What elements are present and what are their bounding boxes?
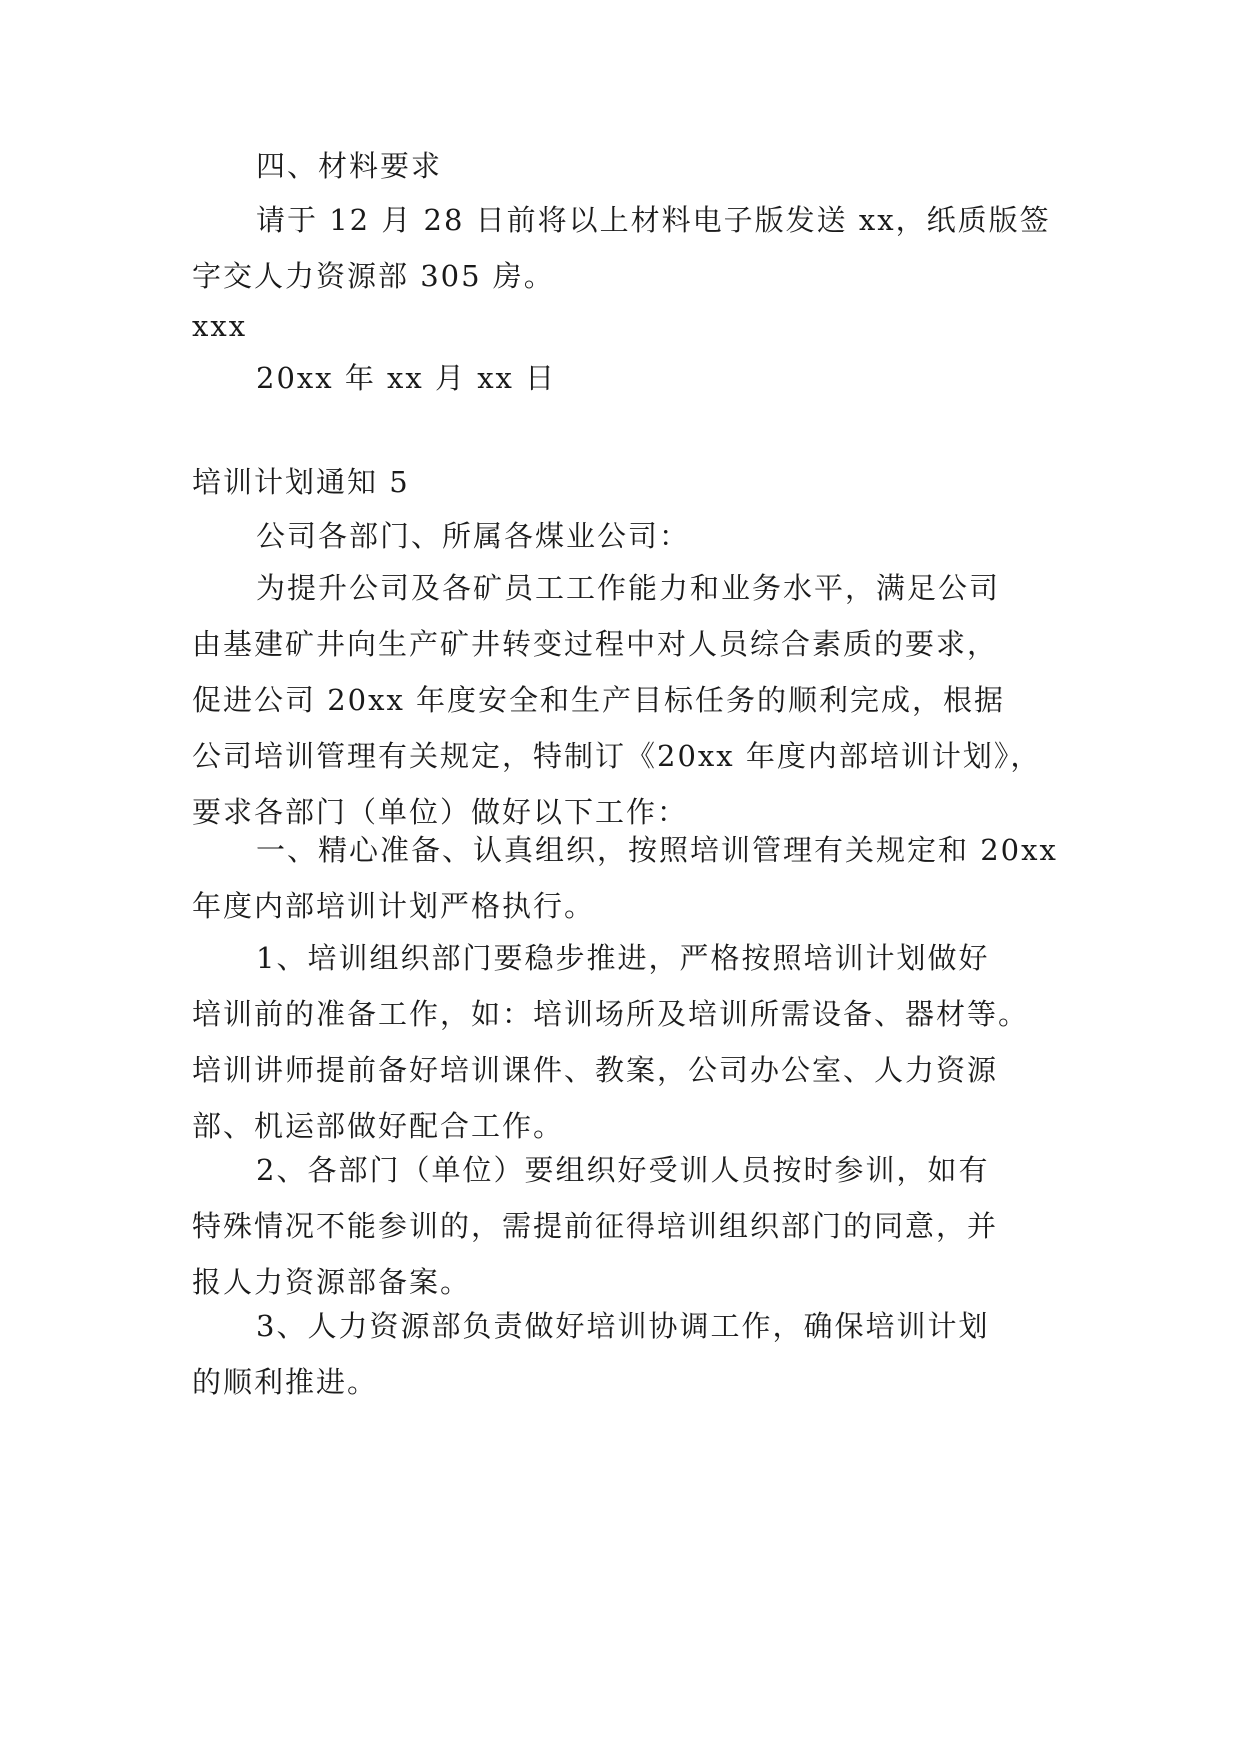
paragraph-line: 年度内部培训计划严格执行。: [192, 889, 596, 923]
salutation-text: 公司各部门、所属各煤业公司：: [256, 519, 691, 553]
paragraph-line: 一、精心准备、认真组织，按照培训管理有关规定和 20xx: [256, 833, 1058, 867]
section-heading: [192, 138, 1052, 194]
paragraph-intro: [192, 560, 1052, 840]
paragraph-item-1: [192, 930, 1052, 1154]
paragraph-line: 1、培训组织部门要稳步推进，严格按照培训计划做好: [256, 941, 990, 975]
paragraph-line: 特殊情况不能参训的，需提前征得培训组织部门的同意，并: [192, 1209, 999, 1243]
paragraph-line: 3、人力资源部负责做好培训协调工作，确保培训计划: [256, 1309, 990, 1343]
paragraph-line: 为提升公司及各矿员工工作能力和业务水平，满足公司: [256, 571, 1001, 605]
paragraph-line: 2、各部门（单位）要组织好受训人员按时参训，如有: [256, 1153, 990, 1187]
paragraph-line: 字交人力资源部 305 房。: [192, 259, 555, 293]
paragraph-line: 由基建矿井向生产矿井转变过程中对人员综合素质的要求，: [192, 627, 999, 661]
paragraph-item-one: [192, 822, 1058, 934]
notice-title-text: 培训计划通知 5: [192, 465, 410, 499]
signature-text: xxx: [192, 309, 248, 343]
section-heading-text: 四、材料要求: [256, 149, 443, 183]
paragraph-line: 培训前的准备工作，如：培训场所及培训所需设备、器材等。: [192, 997, 1030, 1031]
paragraph-materials: [192, 192, 1052, 304]
paragraph-item-3: [192, 1298, 1052, 1410]
paragraph-line: 培训讲师提前备好培训课件、教案，公司办公室、人力资源: [192, 1053, 999, 1087]
date-line: [192, 350, 1052, 406]
date-text: 20xx 年 xx 月 xx 日: [256, 361, 557, 395]
salutation: [192, 508, 1052, 564]
paragraph-line: 公司培训管理有关规定，特制订《20xx 年度内部培训计划》，: [192, 739, 1042, 773]
paragraph-line: 要求各部门（单位）做好以下工作：: [192, 795, 689, 829]
signature: [192, 298, 1052, 354]
paragraph-line: 报人力资源部备案。: [192, 1265, 472, 1299]
paragraph-line: 部、机运部做好配合工作。: [192, 1109, 565, 1143]
paragraph-line: 促进公司 20xx 年度安全和生产目标任务的顺利完成，根据: [192, 683, 1006, 717]
notice-title: [192, 454, 1052, 510]
paragraph-line: 的顺利推进。: [192, 1365, 379, 1399]
paragraph-item-2: [192, 1142, 1052, 1310]
paragraph-line: 请于 12 月 28 日前将以上材料电子版发送 xx，纸质版签: [256, 203, 1051, 237]
